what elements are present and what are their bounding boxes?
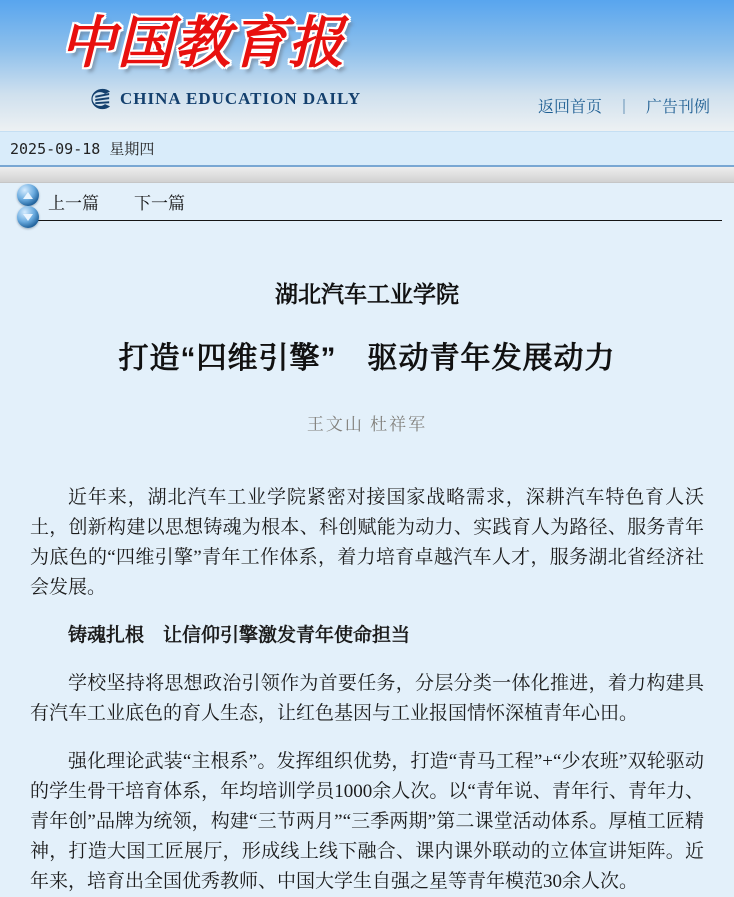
divider-line <box>28 220 722 221</box>
down-arrow-icon <box>23 214 33 221</box>
article-paragraph-3: 强化理论武装“主根系”。发挥组织优势，打造“青马工程”+“少农班”双轮驱动的学生骨干培育体系，年均培训学员1000余人次。以“青年说、青年行、青年力、青年创”品牌为统领，构建“三节两月”“三季两期”第二课堂活动体系。厚植工匠精神，打造大国工匠展厅，形成线上线下融合、课内课外联动的立体宣讲矩阵。近年来，培育出全国优秀教师、中国大学生自强之星等青年模范30余人次。 <box>30 751 704 892</box>
article-page <box>0 183 734 892</box>
article-authors: 王文山 杜祥军 <box>306 415 428 434</box>
masthead <box>0 0 734 131</box>
ad-rates-link[interactable]: 广告刊例 <box>645 99 710 116</box>
site-logo-chinese: 中国教育报 <box>60 10 345 76</box>
article-supertitle: 湖北汽车工业学院 <box>275 281 459 307</box>
logo-swoosh-icon <box>84 87 114 111</box>
site-logo[interactable] <box>60 0 361 111</box>
article-body <box>30 483 704 897</box>
article <box>0 276 734 897</box>
site-logo-english-row <box>60 87 361 111</box>
header-links <box>538 94 710 117</box>
article-paragraph-2: 学校坚持将思想政治引领作为首要任务，分层分类一体化推进，着力构建具有汽车工业底色的育人生态，让红色基因与工业报国情怀深植青年心田。 <box>30 673 704 724</box>
divider-strip <box>0 167 734 183</box>
links-separator: ｜ <box>616 99 632 116</box>
date-text: 2025-09-18 星期四 <box>10 140 155 158</box>
prev-article-link[interactable]: 上一篇 <box>48 194 99 213</box>
up-arrow-icon <box>23 192 33 199</box>
next-article-link[interactable]: 下一篇 <box>134 194 185 213</box>
article-nav <box>0 183 734 221</box>
prev-article-icon[interactable] <box>17 184 39 206</box>
article-subhead: 铸魂扎根 让信仰引擎激发青年使命担当 <box>68 625 411 646</box>
site-logo-english: CHINA EDUCATION DAILY <box>120 89 362 108</box>
article-title: 打造“四维引擎” 驱动青年发展动力 <box>118 342 616 375</box>
date-bar <box>0 131 734 167</box>
article-paragraph-1: 近年来，湖北汽车工业学院紧密对接国家战略需求，深耕汽车特色育人沃土，创新构建以思想铸魂为根本、科创赋能为动力、实践育人为路径、服务青年为底色的“四维引擎”青年工作体系，着力培育卓越汽车人才，服务湖北省经济社会发展。 <box>30 487 704 598</box>
next-article-icon[interactable] <box>17 206 39 228</box>
home-link[interactable]: 返回首页 <box>538 99 603 116</box>
